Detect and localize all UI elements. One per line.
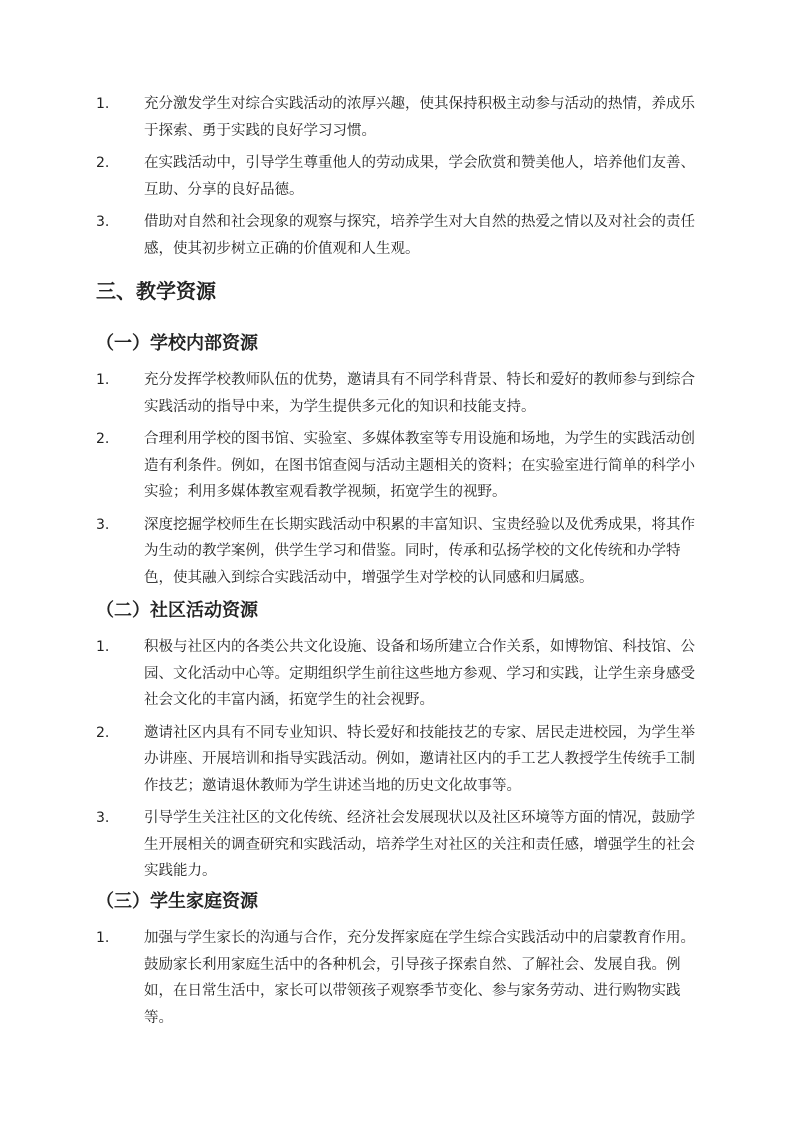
- subsection-heading-community: （二）社区活动资源: [96, 600, 258, 621]
- family-resources-list: [96, 925, 706, 1037]
- list-item: [96, 925, 706, 1031]
- list-text: 借助对自然和社会现象的观察与探究，培养学生对大自然的热爱之情以及对社会的责任感，使其初步树立正确的价值观和人生观。: [144, 214, 695, 257]
- list-text: 引导学生关注社区的文化传统、经济社会发展现状以及社区环境等方面的情况，鼓励学生开展相关的调查研究和实践活动，培养学生对社区的关注和责任感，增强学生的社会实践能力。: [144, 810, 695, 879]
- list-text: 深度挖掘学校师生在长期实践活动中积累的丰富知识、宝贵经验以及优秀成果，将其作为生动的教学案例，供学生学习和借鉴。同时，传承和弘扬学校的文化传统和办学特色，使其融入到综合实践活动中，增强学生对学校的认同感和归属感。: [144, 516, 695, 586]
- list-number: 2.: [96, 155, 110, 171]
- list-item: [96, 150, 706, 203]
- list-text: 充分激发学生对综合实践活动的浓厚兴趣，使其保持积极主动参与活动的热情，养成乐于探索、勇于实践的良好学习习惯。: [144, 96, 695, 139]
- list-item: [96, 426, 706, 506]
- list-item: [96, 634, 706, 714]
- list-item: [96, 720, 706, 800]
- list-item: [96, 805, 706, 885]
- list-text: 合理利用学校的图书馆、实验室、多媒体教室等专用设施和场地，为学生的实践活动创造有利条件。例如，在图书馆查阅与活动主题相关的资料；在实验室进行简单的科学小实验；利用多媒体教室观看教学视频，拓宽学生的视野。: [144, 431, 695, 500]
- subsection-heading-school: （一）学校内部资源: [96, 333, 258, 354]
- list-number: 1.: [96, 639, 110, 655]
- list-text: 积极与社区内的各类公共文化设施、设备和场所建立合作关系，如博物馆、科技馆、公园、文化活动中心等。定期组织学生前往这些地方参观、学习和实践，让学生亲身感受社会文化的丰富内涵，拓宽学生的社会视野。: [144, 639, 695, 708]
- list-text: 邀请社区内具有不同专业知识、特长爱好和技能技艺的专家、居民走进校园，为学生举办讲座、开展培训和指导实践活动。例如，邀请社区内的手工艺人教授学生传统手工制作技艺；邀请退休教师为学生讲述当地的历史文化故事等。: [144, 724, 695, 794]
- list-item: [96, 209, 706, 262]
- list-item: [96, 512, 706, 592]
- subsection-heading-family: （三）学生家庭资源: [96, 891, 258, 912]
- list-text: 充分发挥学校教师队伍的优势，邀请具有不同学科背景、特长和爱好的教师参与到综合实践活动的指导中来，为学生提供多元化的知识和技能支持。: [144, 372, 695, 415]
- list-number: 3.: [96, 214, 110, 230]
- school-resources-list: [96, 367, 706, 597]
- list-number: 1.: [96, 96, 110, 112]
- list-text: 在实践活动中，引导学生尊重他人的劳动成果，学会欣赏和赞美他人，培养他们友善、互助、分享的良好品德。: [144, 155, 695, 198]
- section-heading: 三、教学资源: [96, 279, 216, 303]
- list-number: 2.: [96, 724, 110, 741]
- list-number: 1.: [96, 372, 110, 388]
- list-number: 2.: [96, 431, 110, 447]
- list-item: [96, 367, 706, 420]
- goals-list: [96, 91, 706, 268]
- list-number: 3.: [96, 810, 110, 826]
- list-number: 3.: [96, 516, 110, 533]
- community-resources-list: [96, 634, 706, 891]
- list-text: 加强与学生家长的沟通与合作，充分发挥家庭在学生综合实践活动中的启蒙教育作用。鼓励家长利用家庭生活中的各种机会，引导孩子探索自然、了解社会、发展自我。例如，在日常生活中，家长可以带领孩子观察季节变化、参与家务劳动、进行购物实践等。: [144, 930, 695, 1026]
- list-number: 1.: [96, 930, 110, 946]
- list-item: [96, 91, 706, 144]
